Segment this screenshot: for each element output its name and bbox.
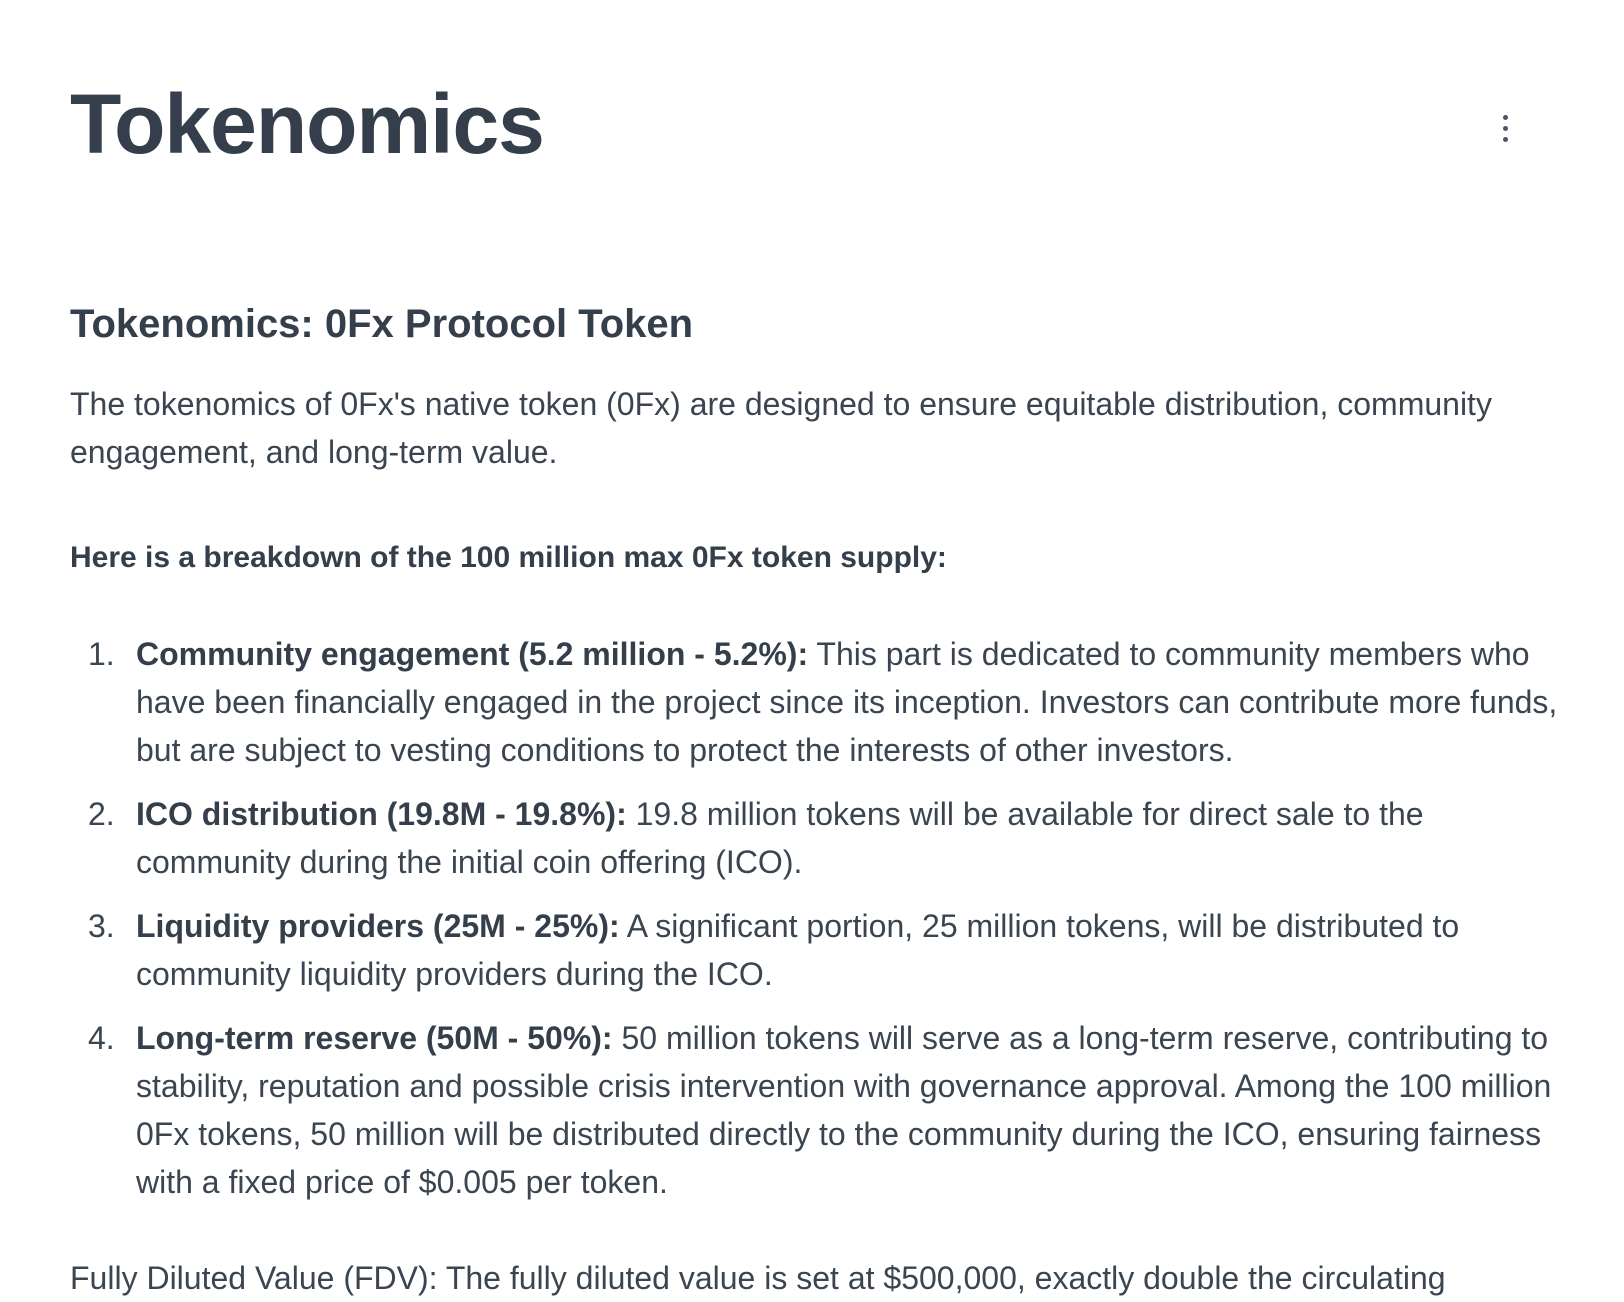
menu-dot: [1503, 126, 1508, 131]
list-item: [70, 790, 1560, 886]
item-label: ICO distribution (19.8M - 19.8%):: [136, 796, 627, 832]
list-item: [70, 630, 1560, 774]
item-label: Long-term reserve (50M - 50%):: [136, 1020, 613, 1056]
page-content: [70, 300, 1560, 1302]
list-item: [70, 902, 1560, 998]
list-item: [70, 1014, 1560, 1206]
list-number: 2.: [88, 796, 115, 832]
list-number: 1.: [88, 636, 115, 672]
page-title: Tokenomics: [70, 77, 544, 171]
item-label: Community engagement (5.2 million - 5.2%):: [136, 636, 809, 672]
list-number: 3.: [88, 908, 115, 944]
breakdown-lead: Here is a breakdown of the 100 million max 0Fx token supply:: [70, 541, 947, 574]
list-number: 4.: [88, 1020, 115, 1056]
more-vertical-icon[interactable]: [1485, 104, 1525, 152]
intro-paragraph: The tokenomics of 0Fx's native token (0Fx) are designed to ensure equitable distribution, community engagement, and long-term value.: [70, 386, 1492, 470]
supply-breakdown-list: [70, 630, 1560, 1206]
section-heading: Tokenomics: 0Fx Protocol Token: [70, 302, 694, 346]
item-text: A significant portion, 25 million tokens, will be distributed to community liquidity providers during the ICO.: [136, 908, 1460, 992]
item-text: This part is dedicated to community members who have been financially engaged in the project since its inception. Investors can contribute more funds, but are subject to vesting conditions to protect the interests of other investors.: [136, 636, 1558, 768]
menu-dot: [1503, 115, 1508, 120]
menu-dot: [1503, 137, 1508, 142]
fdv-paragraph: Fully Diluted Value (FDV): The fully diluted value is set at $500,000, exactly double the circulating: [70, 1260, 1446, 1296]
item-text: 50 million tokens will serve as a long-term reserve, contributing to stability, reputation and possible crisis intervention with governance approval. Among the 100 million 0Fx tokens, 50 million will be distributed directly to the community during the ICO, ensuring fairness with a fixed price of $0.005 per token.: [136, 1020, 1552, 1200]
item-label: Liquidity providers (25M - 25%):: [136, 908, 620, 944]
item-text: 19.8 million tokens will be available for direct sale to the community during the initial coin offering (ICO).: [136, 796, 1424, 880]
